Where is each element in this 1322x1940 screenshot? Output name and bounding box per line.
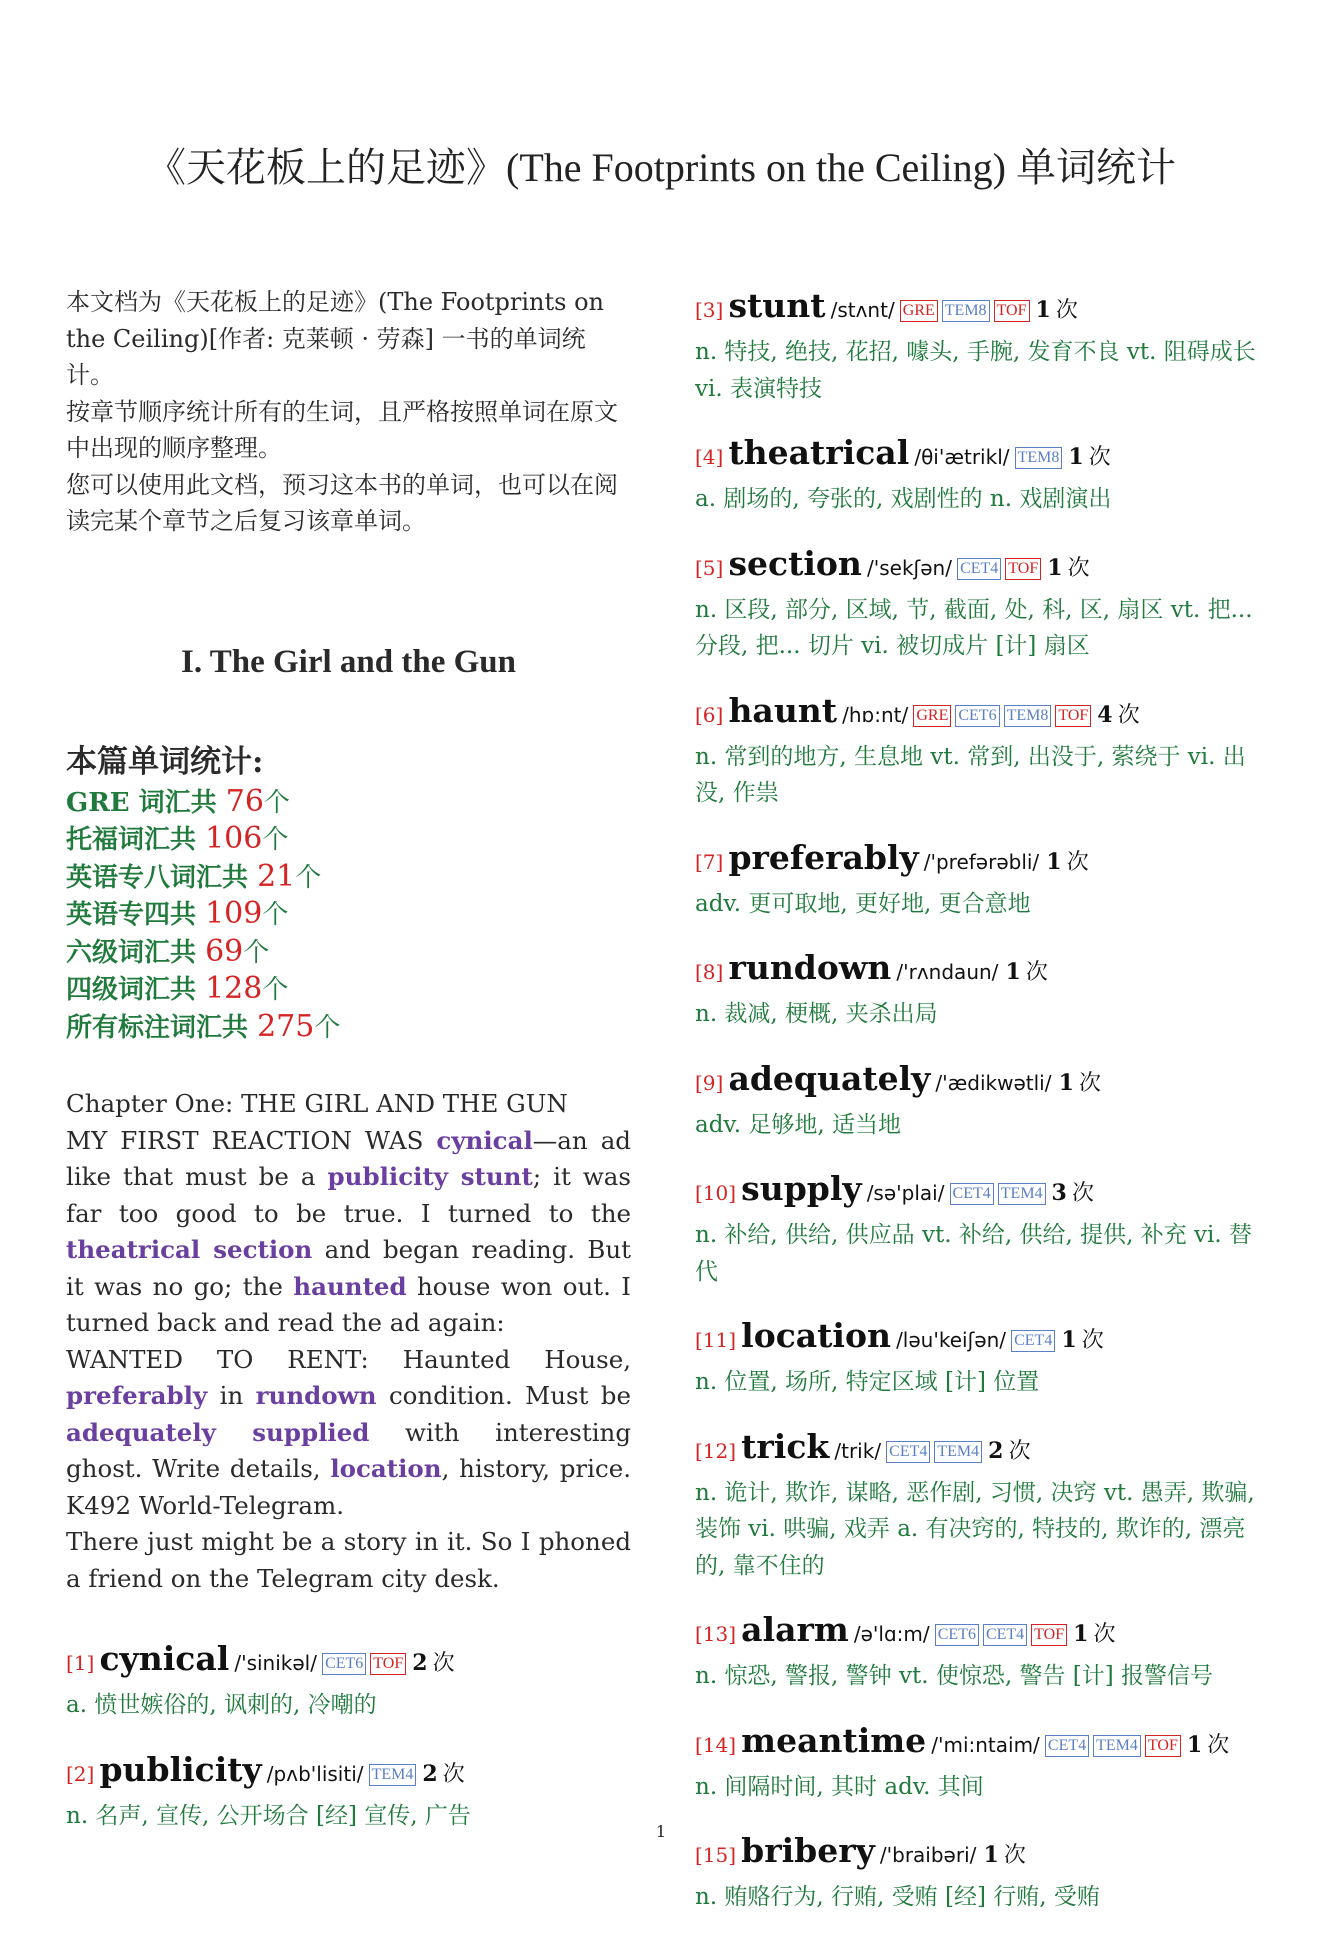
vocab-entry [695,1057,1265,1144]
entry-index: [11] [695,1328,737,1352]
entry-word: theatrical [728,433,910,472]
entry-definition: a. 剧场的, 夸张的, 戏剧性的 n. 戏剧演出 [695,486,1112,512]
level-tag: CET4 [886,1441,930,1463]
entry-word: trick [741,1426,830,1466]
vocab-entry [695,284,1265,407]
level-tag: TOF [994,300,1030,322]
entry-count-unit: 次 [1093,1622,1116,1647]
stats-unit: 个 [243,937,270,968]
level-tag: CET4 [1011,1330,1055,1352]
entry-word: stunt [728,286,826,325]
level-tag: TEM4 [1093,1735,1141,1757]
text-run: ; it was far too good to be true. I turned to the [66,1162,631,1228]
level-tag: TOF [1031,1624,1067,1646]
entry-head [695,284,1265,334]
entry-count: 1 [1073,1621,1089,1647]
level-tag: TEM8 [942,300,990,322]
right-column [695,284,1265,1940]
entry-count-unit: 次 [1025,960,1048,985]
stats-unit: 个 [262,900,289,930]
entry-count-unit: 次 [1078,1070,1101,1096]
entry-phonetic: /ə'lɑ:m/ [853,1622,930,1646]
entry-index: [5] [695,555,724,580]
entry-phonetic: /ləu'keiʃən/ [896,1328,1007,1352]
chapter-line: Chapter One: THE GIRL AND THE GUN [66,1089,568,1118]
entry-index: [2] [66,1761,95,1786]
stats-line [66,896,631,934]
entry-index: [9] [695,1070,724,1095]
entry-phonetic: /'ædikwətli/ [935,1070,1052,1095]
text-paragraph [66,1123,631,1342]
entry-phonetic: /hɒ:nt/ [842,702,909,727]
entry-index: [13] [695,1622,737,1646]
vocab-entry [695,836,1265,923]
stats-line [66,859,631,897]
entry-count-unit: 次 [1055,298,1078,323]
level-tag: TEM8 [1004,705,1052,727]
entry-phonetic: /'braibəri/ [879,1843,977,1867]
entry-head [695,1314,1265,1364]
entry-head [695,1425,1265,1475]
level-tag: CET4 [983,1624,1027,1646]
text-run: condition. Must be [376,1381,631,1410]
text-run: , history, price. K492 World-Telegram. [66,1454,631,1520]
entry-count: 2 [412,1650,428,1676]
chapter-heading: I. The Girl and the Gun [181,643,516,680]
entry-phonetic: /'rʌndaun/ [896,960,999,984]
highlighted-word: cynical [436,1125,533,1155]
entry-phonetic: /'mi:ntaim/ [931,1732,1040,1757]
entry-definition: n. 裁减, 梗概, 夹杀出局 [695,1001,938,1027]
stats-unit: 个 [263,787,290,818]
stats-label: 英语专四共 [66,900,206,930]
entry-index: [4] [695,445,724,469]
entry-word: publicity [99,1749,262,1789]
stats-value: 76 [225,783,264,819]
entry-index: [6] [695,702,724,727]
stats-label: 所有标注词汇共 [66,1012,258,1043]
entry-head [695,836,1265,886]
level-tag: GRE [900,300,938,322]
word-stats [66,740,631,1047]
vocab-entry [695,1719,1265,1806]
stats-value: 275 [257,1008,315,1044]
entry-phonetic: /'prefərəbli/ [923,849,1040,874]
entry-word: rundown [728,948,892,987]
entry-index: [1] [66,1651,95,1675]
entry-definition: adv. 更可取地, 更好地, 更合意地 [695,890,1031,917]
stats-value: 106 [205,821,263,856]
vocab-entry [695,1608,1265,1695]
entry-count: 2 [988,1437,1004,1464]
entry-definition: n. 名声, 宣传, 公开场合 [经] 宣传, 广告 [66,1802,471,1829]
level-tag: TOF [1145,1735,1181,1757]
vocab-entry [695,1829,1265,1916]
stats-line [66,821,631,859]
stats-value: 21 [257,858,296,894]
stats-label: 四级词汇共 [66,975,206,1005]
entry-head [695,1608,1265,1658]
entry-word: cynical [99,1639,230,1678]
highlighted-word: haunted [293,1271,407,1301]
entry-head [695,1167,1265,1217]
entry-definition: n. 贿赂行为, 行贿, 受贿 [经] 行贿, 受贿 [695,1884,1100,1910]
entry-phonetic: /stʌnt/ [830,298,895,322]
level-tag: GRE [913,705,951,727]
level-tag: CET6 [935,1624,979,1646]
entry-count-unit: 次 [1071,1181,1094,1206]
entry-phonetic: /sə'plai/ [866,1181,945,1205]
highlighted-word: theatrical section [66,1235,313,1264]
entry-count: 3 [1051,1180,1067,1206]
entry-word: supply [741,1169,862,1208]
entry-word: bribery [741,1831,875,1870]
text-paragraph [66,1342,631,1525]
highlighted-word: adequately supplied [66,1417,370,1447]
chapter-text [66,1086,631,1597]
level-tag: CET4 [957,558,1001,580]
intro-line-2: 按章节顺序统计所有的生词，且严格按照单词在原文中出现的顺序整理。 [66,397,618,462]
entry-index: [8] [695,960,724,984]
entry-head [695,946,1265,996]
highlighted-word: location [330,1454,442,1483]
entry-definition: a. 愤世嫉俗的, 讽刺的, 冷嘲的 [66,1692,377,1718]
entry-definition: n. 惊恐, 警报, 警钟 vt. 使惊恐, 警告 [计] 报警信号 [695,1663,1214,1689]
stats-value: 109 [205,896,263,931]
entry-count: 4 [1097,701,1113,728]
entry-head [695,1719,1265,1769]
stats-line [66,1009,631,1047]
entry-word: preferably [728,837,919,877]
entry-count: 2 [422,1760,438,1787]
entry-count: 1 [1005,959,1021,985]
entry-count-unit: 次 [1066,849,1089,875]
stats-label: 英语专八词汇共 [66,862,258,893]
entry-count-unit: 次 [1081,1328,1104,1353]
entry-count-unit: 次 [442,1761,465,1787]
entry-word: alarm [741,1610,849,1649]
level-tag: TOF [1005,558,1041,580]
entry-count-unit: 次 [1207,1732,1230,1758]
entry-index: [3] [695,298,724,322]
entry-index: [15] [695,1843,737,1867]
entry-count: 1 [1058,1069,1074,1096]
entry-head [695,1057,1265,1107]
stats-label: 托福词汇共 [66,825,206,855]
entry-index: [7] [695,849,724,874]
entry-count-unit: 次 [1003,1843,1026,1868]
stats-unit: 个 [262,975,289,1005]
text-run: —an ad like that must be a [66,1125,631,1191]
entry-word: adequately [728,1058,931,1098]
entry-definition: n. 补给, 供给, 供应品 vt. 补给, 供给, 提供, 补充 vi. 替代 [695,1222,1252,1285]
entry-index: [12] [695,1438,737,1463]
vocab-entry [695,689,1265,812]
entry-definition: n. 诡计, 欺诈, 谋略, 恶作剧, 习惯, 决窍 vt. 愚弄, 欺骗, 装饰 vi. 哄骗, 戏弄 a. 有决窍的, 特技的, 欺诈的, 漂亮的, 靠不住的 [695,1479,1255,1579]
text-paragraph: There just might be a story in it. So I phoned a friend on the Telegram city desk. [66,1527,631,1593]
intro-line-3: 您可以使用此文档，预习这本书的单词，也可以在阅读完某个章节之后复习该章单词。 [66,470,618,535]
level-tag: CET6 [955,705,999,727]
level-tag: CET4 [1045,1735,1089,1757]
stats-value: 128 [205,971,263,1006]
highlighted-word: rundown [255,1381,377,1410]
level-tag: TEM4 [369,1764,417,1786]
entry-phonetic: /'sekʃən/ [866,555,952,580]
entry-phonetic: /pʌb'lisiti/ [266,1761,364,1786]
intro [66,284,631,540]
level-tag: CET4 [950,1183,994,1205]
vocab-entry [695,542,1265,665]
entry-count: 1 [1186,1731,1203,1758]
entry-count-unit: 次 [1088,445,1111,470]
stats-title: 本篇单词统计: [66,743,264,780]
vocab-entry [695,946,1265,1033]
stats-unit: 个 [262,825,289,855]
entry-definition: n. 常到的地方, 生息地 vt. 常到, 出没于, 萦绕于 vi. 出没, 作祟 [695,743,1246,806]
stats-line [66,971,631,1009]
vocab-entry [695,1425,1265,1585]
intro-line-1: 本文档为《天花板上的足迹》(The Footprints on the Ceiling)[作者: 克莱顿 · 劳森] 一书的单词统计。 [66,288,605,389]
level-tag: TEM4 [934,1441,982,1463]
entry-word: haunt [728,690,838,730]
entry-count: 1 [1046,848,1062,875]
text-run: house won out. I turned back and read the ad again: [66,1271,631,1337]
vocab-entry [695,1314,1265,1401]
text-run: MY FIRST REACTION WAS [66,1125,437,1155]
text-run: with interesting ghost. Write details, [66,1417,631,1483]
entry-count-unit: 次 [1067,555,1090,581]
entry-count: 1 [1035,297,1051,323]
entry-count: 1 [1047,554,1063,581]
text-run: WANTED TO RENT: Haunted House, [66,1344,631,1374]
entry-definition: n. 位置, 场所, 特定区域 [计] 位置 [695,1369,1040,1395]
entry-phonetic: /θi'ætrikl/ [914,445,1010,469]
entry-head [695,431,1265,481]
highlighted-word: publicity stunt [327,1162,533,1191]
entry-word: meantime [741,1720,927,1760]
stats-unit: 个 [314,1012,341,1043]
entry-count: 1 [983,1842,999,1868]
entry-head [66,1748,631,1798]
stats-unit: 个 [295,862,322,893]
entry-definition: n. 间隔时间, 其时 adv. 其间 [695,1773,984,1800]
highlighted-word: preferably [66,1381,208,1410]
left-column [66,284,631,1858]
level-tag: CET6 [322,1653,366,1675]
level-tag: TOF [1055,705,1091,727]
stats-label: GRE 词汇共 [66,787,226,818]
entry-definition: n. 区段, 部分, 区域, 节, 截面, 处, 科, 区, 扇区 vt. 把... 分段, 把... 切片 vi. 被切成片 [计] 扇区 [695,596,1253,659]
entry-phonetic: /trik/ [834,1438,882,1463]
level-tag: TEM4 [998,1183,1046,1205]
vocab-entry [695,1167,1265,1290]
stats-line [66,784,631,822]
entry-index: [14] [695,1732,737,1757]
text-run: in [207,1381,256,1410]
stats-label: 六级词汇共 [66,937,206,968]
entry-definition: adv. 足够地, 适当地 [695,1111,901,1138]
entry-index: [10] [695,1181,737,1205]
entry-head [66,1637,631,1687]
entry-count-unit: 次 [1008,1438,1031,1464]
stats-line [66,934,631,972]
text-run: and began reading. But it was no go; the [66,1235,631,1301]
entry-word: section [728,543,862,583]
stats-value: 69 [205,933,244,969]
vocab-list-left [66,1637,631,1834]
vocab-entry [66,1637,631,1724]
entry-word: location [741,1316,891,1355]
entry-count: 1 [1068,444,1084,470]
entry-count-unit: 次 [432,1651,455,1676]
entry-count: 1 [1061,1327,1077,1353]
entry-head [695,542,1265,592]
level-tag: TOF [370,1653,406,1675]
entry-count-unit: 次 [1117,702,1140,728]
level-tag: TEM8 [1015,447,1063,469]
page-title: 《天花板上的足迹》(The Footprints on the Ceiling) 单词统计 [146,145,1176,190]
entry-phonetic: /'sinikəl/ [234,1651,317,1675]
page-number: 1 [655,1822,667,1841]
vocab-entry [695,431,1265,518]
entry-definition: n. 特技, 绝技, 花招, 噱头, 手腕, 发育不良 vt. 阻碍成长 vi. 表演特技 [695,339,1256,402]
entry-head [695,689,1265,739]
